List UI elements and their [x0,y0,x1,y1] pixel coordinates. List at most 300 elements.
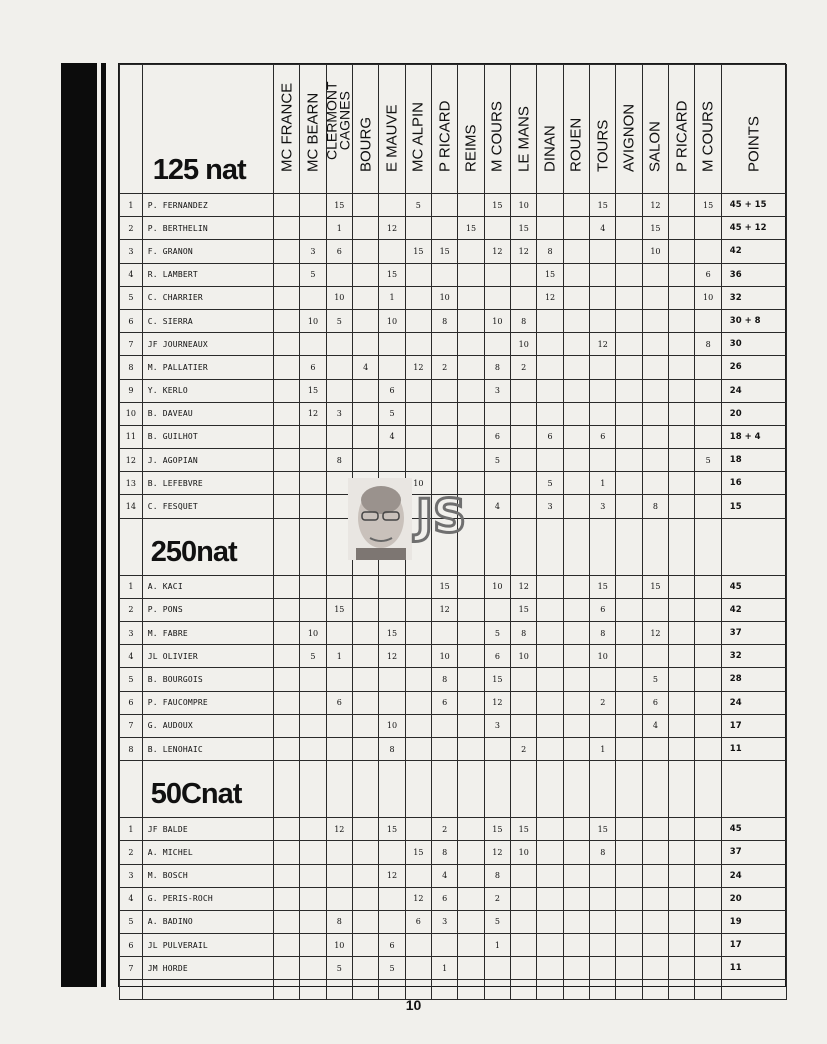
section-header-row [120,761,787,818]
points-cell: 20 [721,887,786,910]
rider-name-cell: G. PERIS-ROCH [142,887,273,910]
score-cell [669,598,695,621]
score-cell: 15 [326,194,352,217]
score-cell: 12 [379,864,405,887]
score-cell: 10 [326,934,352,957]
points-cell: 24 [721,379,786,402]
score-cell [432,263,458,286]
score-cell [616,818,642,841]
score-cell [590,449,616,472]
table-row [120,194,787,217]
score-cell: 15 [642,217,668,240]
score-cell [379,240,405,263]
rider-name-cell: B. DAVEAU [142,402,273,425]
score-cell [537,309,563,332]
score-cell [537,864,563,887]
score-cell [590,668,616,691]
score-cell: 5 [484,449,510,472]
score-cell [273,472,299,495]
score-cell [352,841,378,864]
score-cell [432,333,458,356]
score-cell [695,309,721,332]
score-cell: 10 [511,841,537,864]
score-cell [273,263,299,286]
score-cell: 4 [590,217,616,240]
score-cell: 6 [405,910,431,933]
score-cell: 10 [484,309,510,332]
score-cell [537,910,563,933]
column-header-tours: TOURS [590,65,616,194]
score-cell [405,957,431,980]
score-cell [458,263,484,286]
score-cell: 8 [537,240,563,263]
score-cell [642,379,668,402]
score-cell: 4 [642,714,668,737]
score-cell [695,472,721,495]
score-cell [590,957,616,980]
score-cell: 1 [326,217,352,240]
rider-name-cell: B. GUILHOT [142,425,273,448]
score-cell [695,887,721,910]
column-header-p-ricard: P RICARD [432,65,458,194]
score-cell [432,379,458,402]
score-cell [273,622,299,645]
score-cell [405,737,431,760]
score-cell [563,286,589,309]
score-cell [642,598,668,621]
table-row [120,379,787,402]
rider-name-cell: A. MICHEL [142,841,273,864]
rider-name-cell: B. BOURGOIS [142,668,273,691]
score-cell [616,841,642,864]
score-cell: 6 [484,425,510,448]
rank-cell: 10 [120,402,143,425]
points-cell: 15 [721,495,786,518]
score-cell [300,957,326,980]
score-cell [511,714,537,737]
score-cell [537,402,563,425]
black-border-line [101,63,106,987]
rider-name-cell: Y. KERLO [142,379,273,402]
rider-name-cell: P. BERTHELIN [142,217,273,240]
rank-cell: 14 [120,495,143,518]
score-cell [300,668,326,691]
score-cell [563,402,589,425]
score-cell [537,217,563,240]
score-cell [695,864,721,887]
score-cell: 2 [590,691,616,714]
score-cell [669,194,695,217]
score-cell [669,622,695,645]
score-cell: 4 [352,356,378,379]
score-cell [326,668,352,691]
score-cell: 6 [300,356,326,379]
score-cell [352,333,378,356]
score-cell: 15 [326,598,352,621]
score-cell [669,309,695,332]
rider-name-cell: F. GRANON [142,240,273,263]
score-cell: 15 [432,575,458,598]
score-cell [590,402,616,425]
score-cell [379,356,405,379]
score-cell: 5 [379,402,405,425]
score-cell [405,622,431,645]
table-row [120,887,787,910]
score-cell [669,217,695,240]
rank-cell: 3 [120,622,143,645]
score-cell [695,402,721,425]
table-row [120,818,787,841]
score-cell [432,402,458,425]
table-row [120,575,787,598]
score-cell [326,714,352,737]
score-cell: 6 [642,691,668,714]
score-cell [616,356,642,379]
score-cell [563,472,589,495]
points-cell: 20 [721,402,786,425]
score-cell [669,818,695,841]
score-cell [326,887,352,910]
points-cell: 26 [721,356,786,379]
score-cell [273,194,299,217]
score-cell [695,598,721,621]
score-cell [405,217,431,240]
score-cell [484,598,510,621]
column-header-points: POINTS [721,65,786,194]
score-cell [352,240,378,263]
score-cell [695,217,721,240]
score-cell [352,691,378,714]
column-header-dinan: DINAN [537,65,563,194]
points-cell: 45 + 15 [721,194,786,217]
score-cell [616,645,642,668]
score-cell [642,818,668,841]
score-cell [537,957,563,980]
score-cell [563,356,589,379]
score-cell [326,575,352,598]
score-cell [563,622,589,645]
score-cell [458,910,484,933]
score-cell [326,425,352,448]
score-cell [484,286,510,309]
score-cell [458,449,484,472]
score-cell [695,356,721,379]
score-cell: 5 [379,957,405,980]
column-header-m-cours: M COURS [695,65,721,194]
score-cell [273,240,299,263]
score-cell [273,864,299,887]
score-cell [616,910,642,933]
score-cell [273,402,299,425]
table-row [120,425,787,448]
rider-name-cell: P. FAUCOMPRE [142,691,273,714]
score-cell: 8 [695,333,721,356]
score-cell [537,668,563,691]
score-cell [300,194,326,217]
rank-cell: 5 [120,910,143,933]
score-cell: 6 [695,263,721,286]
column-header-bourg: BOURG [352,65,378,194]
score-cell [563,691,589,714]
score-cell: 15 [405,841,431,864]
score-cell [537,934,563,957]
rider-name-cell: G. AUDOUX [142,714,273,737]
points-cell: 24 [721,864,786,887]
points-cell: 16 [721,472,786,495]
score-cell [669,425,695,448]
score-cell [590,714,616,737]
column-header-m-cours: M COURS [484,65,510,194]
rank-cell: 4 [120,645,143,668]
score-cell [405,691,431,714]
rider-name-cell: JF JOURNEAUX [142,333,273,356]
score-cell [511,472,537,495]
score-cell: 8 [511,622,537,645]
score-cell: 12 [484,691,510,714]
score-cell [669,333,695,356]
score-cell [352,425,378,448]
score-cell [405,714,431,737]
score-cell [616,425,642,448]
score-cell [695,575,721,598]
score-cell: 8 [326,910,352,933]
score-cell [511,379,537,402]
score-cell [300,449,326,472]
score-cell [300,286,326,309]
score-cell [352,864,378,887]
score-cell [590,309,616,332]
points-cell: 45 [721,575,786,598]
score-cell [511,691,537,714]
score-cell [352,818,378,841]
score-cell [326,379,352,402]
score-cell [405,449,431,472]
score-cell [537,622,563,645]
points-cell: 18 [721,449,786,472]
score-cell: 15 [484,668,510,691]
score-cell [273,356,299,379]
score-cell [300,575,326,598]
score-cell [616,263,642,286]
score-cell [669,449,695,472]
points-cell: 36 [721,263,786,286]
score-cell [352,402,378,425]
score-cell [642,356,668,379]
score-cell [326,864,352,887]
score-cell [616,714,642,737]
rider-name-cell: JM HORDE [142,957,273,980]
score-cell [405,668,431,691]
table-row [120,286,787,309]
points-cell: 42 [721,598,786,621]
score-cell [458,309,484,332]
section-title-125 [142,65,273,194]
svg-text:JS: JS [415,489,467,543]
table-row [120,841,787,864]
score-cell: 15 [458,217,484,240]
score-cell [695,622,721,645]
score-cell [300,934,326,957]
score-cell [616,495,642,518]
score-cell [616,864,642,887]
score-cell: 12 [642,194,668,217]
score-cell: 3 [537,495,563,518]
section-title [142,761,273,818]
score-cell [642,309,668,332]
score-cell [616,309,642,332]
score-cell: 10 [484,575,510,598]
score-cell [695,240,721,263]
table-row [120,864,787,887]
score-cell [432,425,458,448]
score-cell: 10 [590,645,616,668]
column-header-clermont-cagnes: CLERMONT CAGNES [326,65,352,194]
points-cell: 28 [721,668,786,691]
score-cell: 15 [484,194,510,217]
score-cell [695,714,721,737]
score-cell: 12 [326,818,352,841]
score-cell: 5 [484,622,510,645]
score-cell [300,425,326,448]
score-cell [300,714,326,737]
score-cell: 12 [405,356,431,379]
points-cell: 17 [721,934,786,957]
score-cell: 10 [511,194,537,217]
score-cell [405,286,431,309]
score-cell [352,737,378,760]
rider-name-cell: JF BALDE [142,818,273,841]
score-cell [511,495,537,518]
score-cell [352,645,378,668]
score-cell [405,598,431,621]
score-cell: 15 [511,598,537,621]
score-cell [273,645,299,668]
score-cell [563,887,589,910]
column-header-le-mans: LE MANS [511,65,537,194]
score-cell: 5 [326,309,352,332]
score-cell: 3 [590,495,616,518]
score-cell [537,598,563,621]
table-row [120,217,787,240]
score-cell: 10 [300,622,326,645]
score-cell [300,598,326,621]
points-cell: 11 [721,957,786,980]
score-cell: 1 [484,934,510,957]
score-cell: 10 [405,472,431,495]
score-cell [458,737,484,760]
section-title [142,518,273,575]
score-cell: 5 [484,910,510,933]
score-cell [352,449,378,472]
table-row [120,309,787,332]
score-cell: 4 [432,864,458,887]
score-cell: 8 [484,356,510,379]
table-row [120,263,787,286]
score-cell [695,841,721,864]
score-cell: 8 [432,841,458,864]
column-header-salon: SALON [642,65,668,194]
score-cell [300,864,326,887]
score-cell [273,910,299,933]
rider-name-cell: JL OLIVIER [142,645,273,668]
score-cell [511,910,537,933]
score-cell [695,425,721,448]
score-cell [484,263,510,286]
score-cell: 8 [511,309,537,332]
score-cell [616,934,642,957]
score-cell [695,910,721,933]
score-cell: 2 [432,818,458,841]
score-cell [695,645,721,668]
score-cell [511,887,537,910]
table-row [120,622,787,645]
score-cell [642,472,668,495]
table-row [120,737,787,760]
score-cell [669,887,695,910]
score-cell [616,691,642,714]
score-cell [616,668,642,691]
score-cell [352,598,378,621]
score-cell: 6 [379,379,405,402]
score-cell [458,425,484,448]
score-cell [379,598,405,621]
rank-cell: 11 [120,425,143,448]
score-cell [352,379,378,402]
rider-name-cell: M. FABRE [142,622,273,645]
score-cell [590,286,616,309]
score-cell [432,217,458,240]
score-cell [273,841,299,864]
score-cell [273,217,299,240]
score-cell: 8 [432,309,458,332]
score-cell [484,957,510,980]
score-cell [405,934,431,957]
score-cell: 8 [642,495,668,518]
column-header-mc-alpin: MC ALPIN [405,65,431,194]
score-cell: 4 [484,495,510,518]
rank-cell: 9 [120,379,143,402]
score-cell [537,645,563,668]
score-cell: 10 [432,286,458,309]
category-title: 50Cnat [150,778,242,811]
score-cell [458,668,484,691]
rank-cell: 1 [120,575,143,598]
score-cell: 15 [379,818,405,841]
score-cell: 3 [326,402,352,425]
rider-name-cell: A. BADINO [142,910,273,933]
points-cell: 17 [721,714,786,737]
points-cell: 32 [721,286,786,309]
score-cell [537,333,563,356]
rider-name-cell: B. LENOHAIC [142,737,273,760]
score-cell [616,598,642,621]
rank-cell: 4 [120,263,143,286]
rank-cell: 1 [120,194,143,217]
score-cell: 6 [326,691,352,714]
rider-portrait-image [348,478,412,560]
score-cell: 3 [484,379,510,402]
score-cell: 10 [326,286,352,309]
score-cell [405,333,431,356]
score-cell [590,887,616,910]
score-cell [300,818,326,841]
score-cell: 5 [300,263,326,286]
score-cell: 15 [590,194,616,217]
score-cell [273,333,299,356]
rider-name-cell: P. PONS [142,598,273,621]
rider-name-cell: P. FERNANDEZ [142,194,273,217]
score-cell [563,425,589,448]
